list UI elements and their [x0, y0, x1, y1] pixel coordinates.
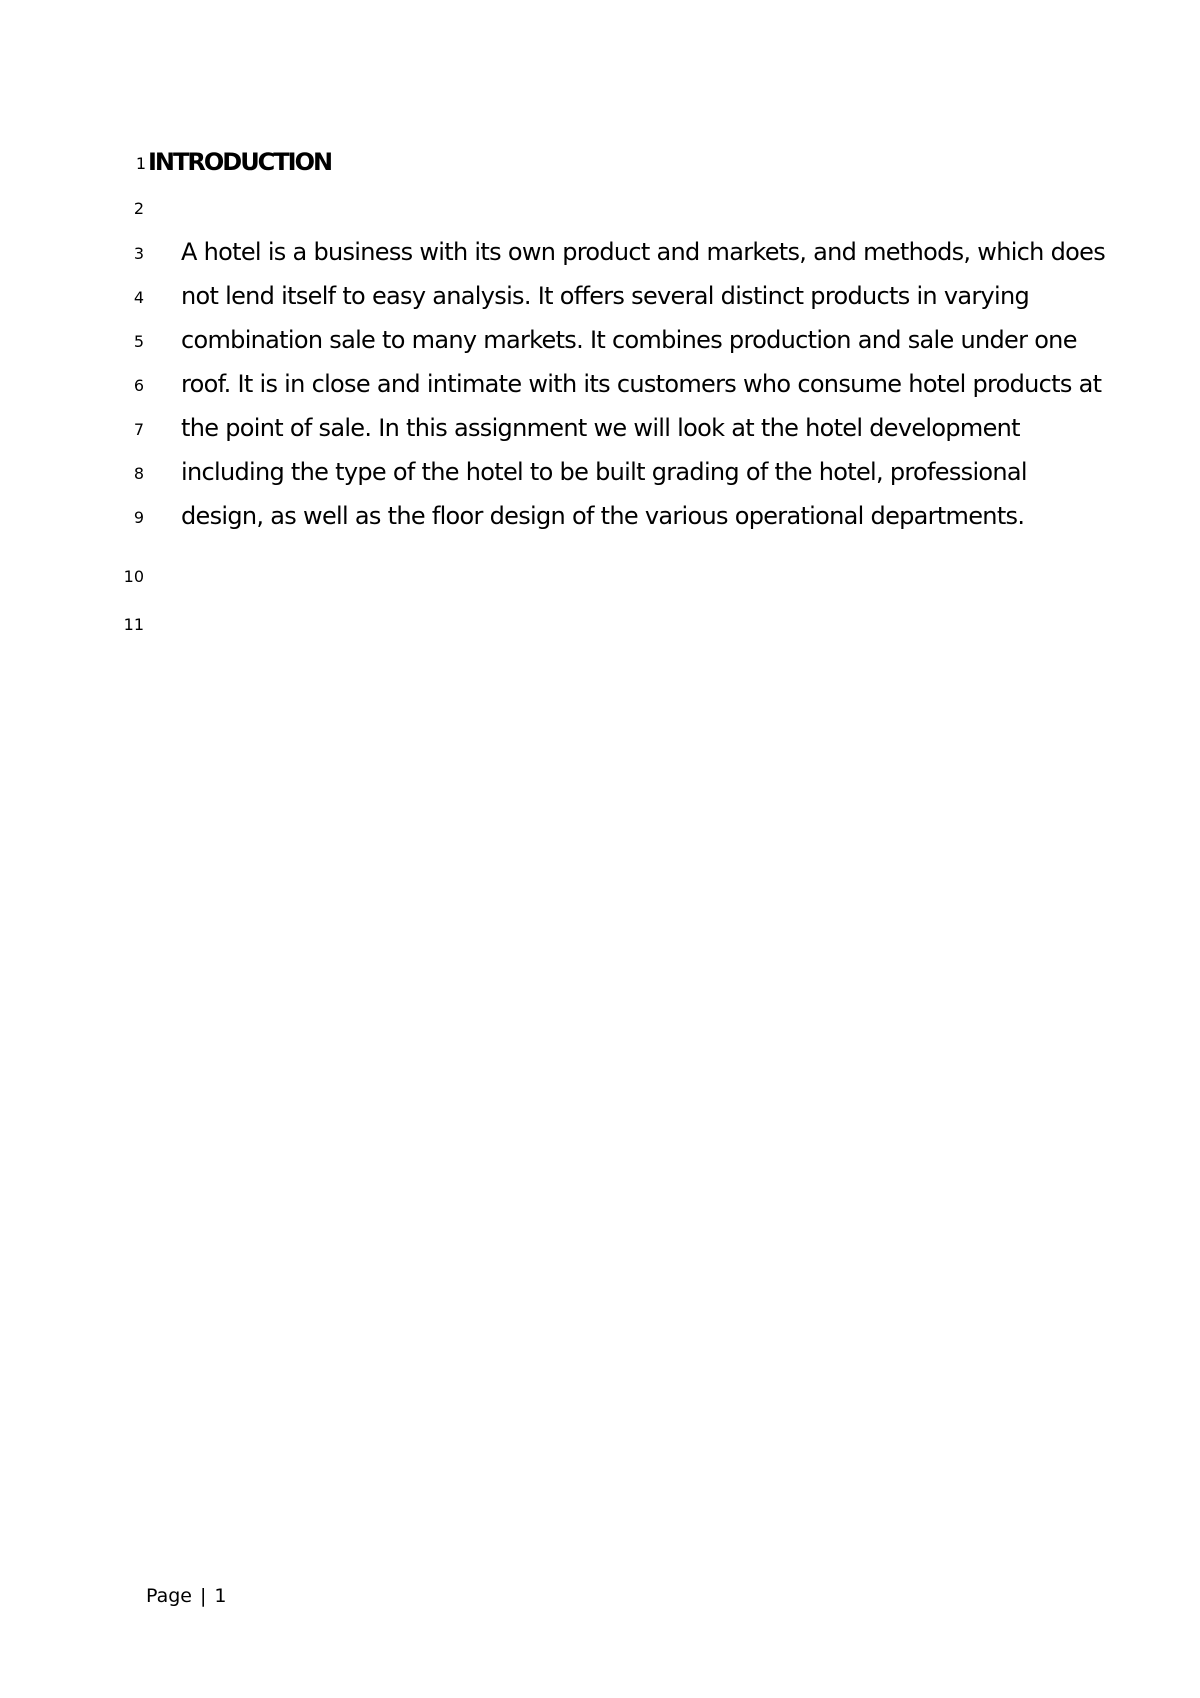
line-number: 6 — [133, 376, 144, 395]
paragraph-line: including the type of the hotel to be built grading of the hotel, professional — [181, 458, 1027, 486]
paragraph-line: A hotel is a business with its own product and markets, and methods, which does — [181, 238, 1106, 266]
line-number: 11 — [123, 615, 144, 634]
line-number: 4 — [133, 288, 144, 307]
paragraph-line: the point of sale. In this assignment we will look at the hotel development — [181, 414, 1020, 442]
paragraph-line: not lend itself to easy analysis. It offers several distinct products in varying — [181, 282, 1030, 310]
page-label: Page — [146, 1585, 192, 1607]
line-number: 7 — [133, 420, 144, 439]
paragraph-line: design, as well as the floor design of the various operational departments. — [181, 502, 1025, 530]
paragraph-line: roof. It is in close and intimate with its customers who consume hotel products at — [181, 370, 1102, 398]
line-number: 8 — [133, 464, 144, 483]
page-separator: | — [200, 1585, 207, 1607]
page-footer — [146, 1584, 227, 1608]
line-number: 10 — [123, 567, 144, 586]
section-heading: INTRODUCTION — [148, 148, 332, 176]
paragraph-line: combination sale to many markets. It combines production and sale under one — [181, 326, 1077, 354]
line-number: 1 — [135, 154, 146, 173]
line-number: 9 — [133, 508, 144, 527]
line-number: 5 — [133, 332, 144, 351]
line-number: 2 — [133, 199, 144, 218]
line-number: 3 — [133, 244, 144, 263]
page-number: 1 — [214, 1585, 227, 1607]
